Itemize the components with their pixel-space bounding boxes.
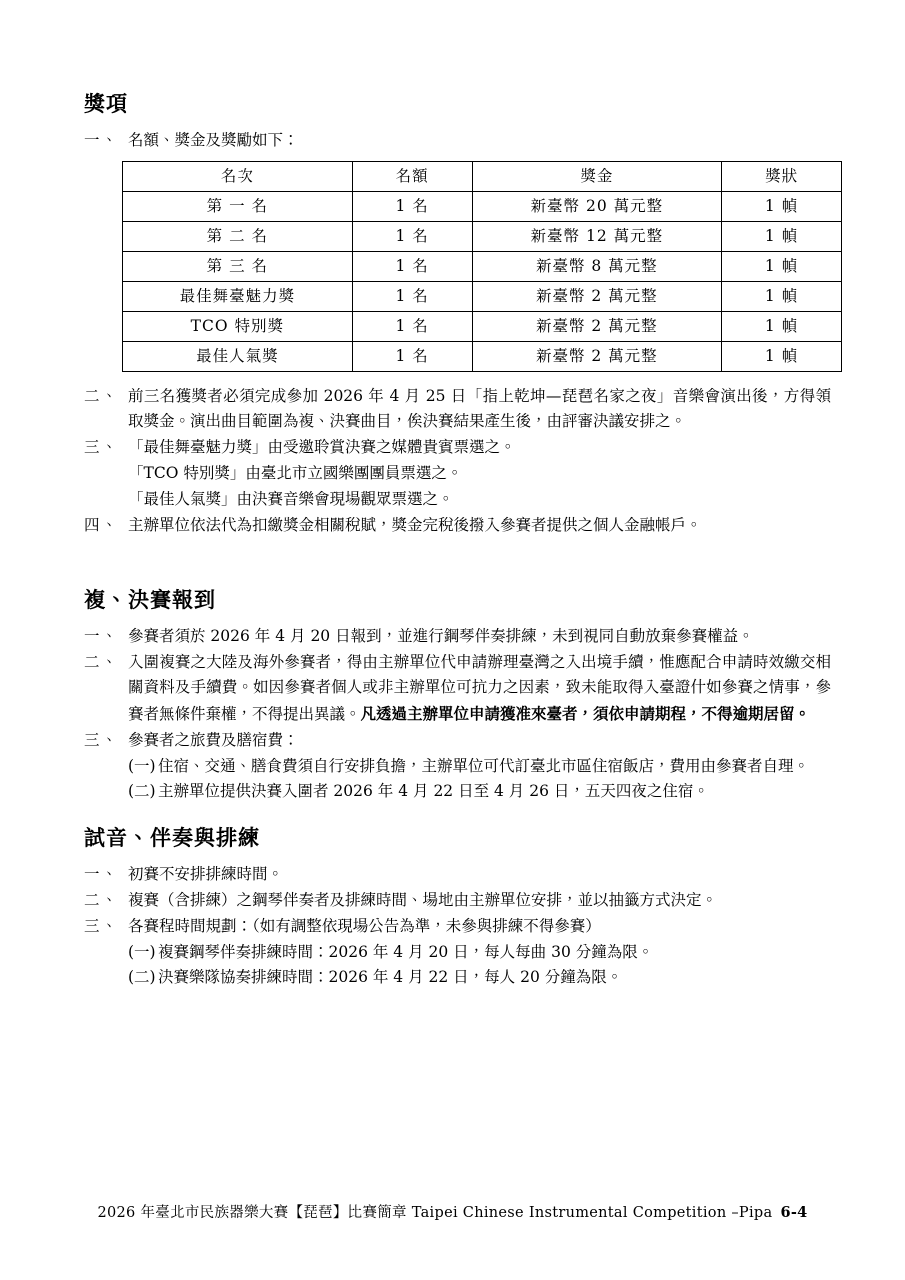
list-item [84, 435, 831, 460]
list-text: 「最佳舞臺魅力獎」由受邀聆賞決賽之媒體貴賓票選之。 [128, 437, 516, 456]
sub-list-item [128, 779, 831, 804]
table-cell: 新臺幣 2 萬元整 [472, 311, 722, 341]
list-item [84, 461, 831, 486]
list-text: 名額、獎金及獎勵如下： [128, 131, 299, 149]
table-row [123, 192, 842, 222]
table-cell: 1 幀 [722, 281, 842, 311]
list-text-main: 入圍複賽之大陸及海外參賽者，得由主辦單位代申請辦理臺灣之入出境手續，惟應配合申請時效繳交相關資料及手續費。如因參賽者個人或非主辦單位可抗力之因素，致未能取得入臺證什如參賽之情事，參賽者無條件棄權，不得提出異議。 [128, 653, 831, 723]
footer-page-number: 6-4 [780, 1204, 808, 1221]
table-cell: 1 名 [352, 192, 472, 222]
list-text: 主辦單位依法代為扣繳獎金相關稅賦，獎金完稅後撥入參賽者提供之個人金融帳戶。 [128, 516, 702, 535]
page-footer [0, 1201, 905, 1222]
page-title-rehearsal: 試音、伴奏與排練 [84, 825, 260, 850]
sub-list-text: 住宿、交通、膳食費須自行安排負擔，主辦單位可代訂臺北市區住宿飯店，費用由參賽者自理。 [158, 756, 810, 775]
table-row [123, 311, 842, 341]
table-cell: 新臺幣 2 萬元整 [472, 341, 722, 371]
sub-list-marker: (一) [128, 756, 156, 775]
table-header-cell: 名額 [352, 162, 472, 192]
page-title-awards: 獎項 [84, 92, 128, 116]
sub-list-item [128, 940, 831, 965]
list-item [84, 513, 831, 538]
table-cell: 最佳舞臺魅力獎 [123, 281, 353, 311]
table-row [123, 281, 842, 311]
list-marker: 四、 [84, 516, 120, 535]
list-marker: 二、 [84, 891, 120, 910]
table-cell: 1 幀 [722, 192, 842, 222]
sub-list-item [128, 754, 831, 779]
list-text: 各賽程時間規劃：（如有調整依現場公告為準，未參與排練不得參賽） [128, 917, 601, 936]
table-cell: 1 幀 [722, 341, 842, 371]
table-cell: 新臺幣 12 萬元整 [472, 221, 722, 251]
sub-list-text: 複賽鋼琴伴奏排練時間：2026 年 4 月 20 日，每人每曲 30 分鐘為限。 [158, 943, 654, 962]
list-marker: 二、 [84, 386, 120, 405]
list-text: 前三名獲獎者必須完成參加 2026 年 4 月 25 日「指上乾坤—琵琶名家之夜」音樂會演出後，方得領取獎金。演出曲目範圍為複、決賽曲目，俟決賽結果產生後，由評審決議安排之。 [128, 386, 831, 430]
list-text: 「TCO 特別獎」由臺北市立國樂團團員票選之。 [128, 463, 463, 482]
list-item [84, 384, 831, 434]
awards-table [122, 161, 842, 371]
table-cell: 第 一 名 [123, 192, 353, 222]
table-cell: 1 幀 [722, 221, 842, 251]
list-text: 參賽者之旅費及膳宿費： [128, 730, 299, 749]
list-item [84, 624, 831, 649]
list-item [84, 914, 831, 939]
table-cell: 新臺幣 20 萬元整 [472, 192, 722, 222]
list-text: 初賽不安排排練時間。 [128, 864, 284, 883]
table-cell: 1 幀 [722, 251, 842, 281]
sub-list-text: 決賽樂隊協奏排練時間：2026 年 4 月 22 日，每人 20 分鐘為限。 [158, 968, 623, 987]
list-text [128, 650, 831, 726]
list-item [84, 128, 831, 153]
list-item [84, 487, 831, 512]
table-cell: 1 名 [352, 311, 472, 341]
list-item [84, 728, 831, 753]
list-marker: 三、 [84, 730, 120, 749]
sub-list-marker: (二) [128, 781, 156, 800]
table-header-row [123, 162, 842, 192]
table-row [123, 221, 842, 251]
list-marker: 二、 [84, 653, 120, 672]
list-text: 參賽者須於 2026 年 4 月 20 日報到，並進行鋼琴伴奏排練，未到視同自動放棄參賽權益。 [128, 627, 754, 646]
sub-list-item [128, 965, 831, 990]
table-cell: 最佳人氣獎 [123, 341, 353, 371]
table-cell: 1 幀 [722, 311, 842, 341]
list-text-emphasis: 凡透過主辦單位申請獲准來臺者，須依申請期程，不得逾期居留。 [360, 703, 811, 723]
table-cell: 第 三 名 [123, 251, 353, 281]
list-item [84, 862, 831, 887]
list-marker: 三、 [84, 437, 120, 456]
sub-list-text: 主辦單位提供決賽入圍者 2026 年 4 月 22 日至 4 月 26 日，五天四夜之住宿。 [158, 781, 709, 800]
table-cell: 1 名 [352, 251, 472, 281]
list-marker: 一、 [84, 131, 120, 149]
table-cell: 新臺幣 8 萬元整 [472, 251, 722, 281]
table-row [123, 341, 842, 371]
table-cell: 1 名 [352, 341, 472, 371]
sub-list-marker: (二) [128, 968, 156, 987]
table-cell: 1 名 [352, 221, 472, 251]
sub-list-marker: (一) [128, 943, 156, 962]
list-marker: 三、 [84, 917, 120, 936]
table-cell: 第 二 名 [123, 221, 353, 251]
list-item [84, 650, 831, 726]
page-title-checkin: 複、決賽報到 [84, 588, 216, 613]
footer-text: 2026 年臺北市民族器樂大賽【琵琶】比賽簡章 Taipei Chinese Instrumental Competition –Pipa [97, 1205, 773, 1221]
table-header-cell: 獎金 [472, 162, 722, 192]
list-text: 複賽（含排練）之鋼琴伴奏者及排練時間、場地由主辦單位安排，並以抽籤方式決定。 [128, 891, 718, 910]
table-header-cell: 獎狀 [722, 162, 842, 192]
table-row [123, 251, 842, 281]
list-marker: 一、 [84, 864, 120, 883]
list-item [84, 888, 831, 913]
table-cell: TCO 特別獎 [123, 311, 353, 341]
table-header-cell: 名次 [123, 162, 353, 192]
list-marker: 一、 [84, 627, 120, 646]
table-cell: 1 名 [352, 281, 472, 311]
list-text: 「最佳人氣獎」由決賽音樂會現場觀眾票選之。 [128, 490, 454, 508]
table-cell: 新臺幣 2 萬元整 [472, 281, 722, 311]
